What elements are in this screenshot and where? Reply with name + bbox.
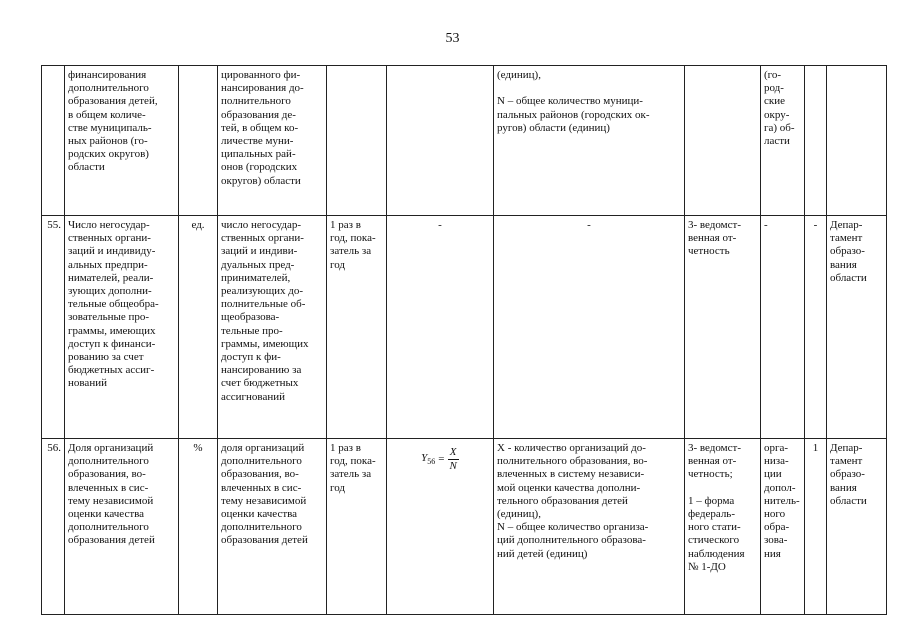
indicator-name: финансирования дополнительного образования детей, в общем количе- стве муниципаль- ных районов (го- родских округов) области	[65, 66, 179, 216]
unit-cell	[179, 66, 218, 216]
formula-subscript: 56	[427, 456, 436, 466]
page-number: 53	[445, 31, 460, 46]
row-number: 56.	[42, 439, 65, 615]
unit-cell: %	[179, 439, 218, 615]
formula-fraction	[448, 446, 459, 473]
flag-cell: 1	[805, 439, 827, 615]
indicator-name: Число негосудар- ственных органи- заций и индивиду- альных предпри- нимателей, реали- зующих дополни- тельные общеобра- зовательные про- граммы, имеющих доступ к финанси- рованию за счет бюджетных ассиг- нований	[65, 216, 179, 439]
formula-cell	[387, 66, 494, 216]
table-row	[42, 66, 887, 216]
formula	[390, 442, 490, 473]
formula-numerator: X	[448, 446, 459, 460]
formula-cell: -	[387, 216, 494, 439]
table-row	[42, 439, 887, 615]
formula-cell	[387, 439, 494, 615]
formula-variable-y: Y	[421, 451, 428, 464]
unit-cell: ед.	[179, 216, 218, 439]
flag-cell: -	[805, 216, 827, 439]
definition-cell: доля организаций дополнительного образования, во- влеченных в сис- тему независимой оценки качества дополнительного образования детей	[218, 439, 327, 615]
variables-cell: (единиц), N – общее количество муници- пальных районов (городских ок- ругов) области (единиц)	[494, 66, 685, 216]
flag-cell	[805, 66, 827, 216]
variables-cell: -	[494, 216, 685, 439]
responsible-cell: Депар- тамент образо- вания области	[827, 439, 887, 615]
source-cell: 3- ведомст- венная от- четность; 1 – форма федераль- ного стати- стического наблюдения № 1-ДО	[685, 439, 761, 615]
formula-denominator: N	[449, 460, 457, 473]
variables-cell: X - количество организаций до- полнительного образования, во- влеченных в систему независи- мой оценки качества дополни- тельного образования детей (единиц), N – общее количество организа- ций дополнительного образова- ний детей (единиц)	[494, 439, 685, 615]
formula-lhs	[421, 452, 435, 468]
subject-cell: -	[761, 216, 805, 439]
formula-equals: =	[438, 453, 445, 466]
definition-cell: цированного фи- нансирования до- полнительного образования де- тей, в общем ко- личестве муни- ципальных рай- онов (городских округов) области	[218, 66, 327, 216]
subject-cell: (го- род- ские окру- га) об- ласти	[761, 66, 805, 216]
row-number	[42, 66, 65, 216]
frequency-cell: 1 раз в год, пока- затель за год	[327, 216, 387, 439]
table-row	[42, 216, 887, 439]
definition-cell: число негосудар- ственных органи- заций и индиви- дуальных пред- принимателей, реализующих до- полнительные об- щеобразова- тельные про- граммы, имеющих доступ к фи- нансированию за счет бюджетных ассигнований	[218, 216, 327, 439]
indicators-table	[41, 65, 887, 615]
indicator-name: Доля организаций дополнительного образования, во- влеченных в сис- тему независимой оценки качества дополнительного образования детей	[65, 439, 179, 615]
frequency-cell	[327, 66, 387, 216]
subject-cell: орга- низа- ции допол- нитель- ного обра- зова- ния	[761, 439, 805, 615]
source-cell	[685, 66, 761, 216]
source-cell: 3- ведомст- венная от- четность	[685, 216, 761, 439]
row-number: 55.	[42, 216, 65, 439]
responsible-cell	[827, 66, 887, 216]
frequency-cell: 1 раз в год, пока- затель за год	[327, 439, 387, 615]
responsible-cell: Депар- тамент образо- вания области	[827, 216, 887, 439]
